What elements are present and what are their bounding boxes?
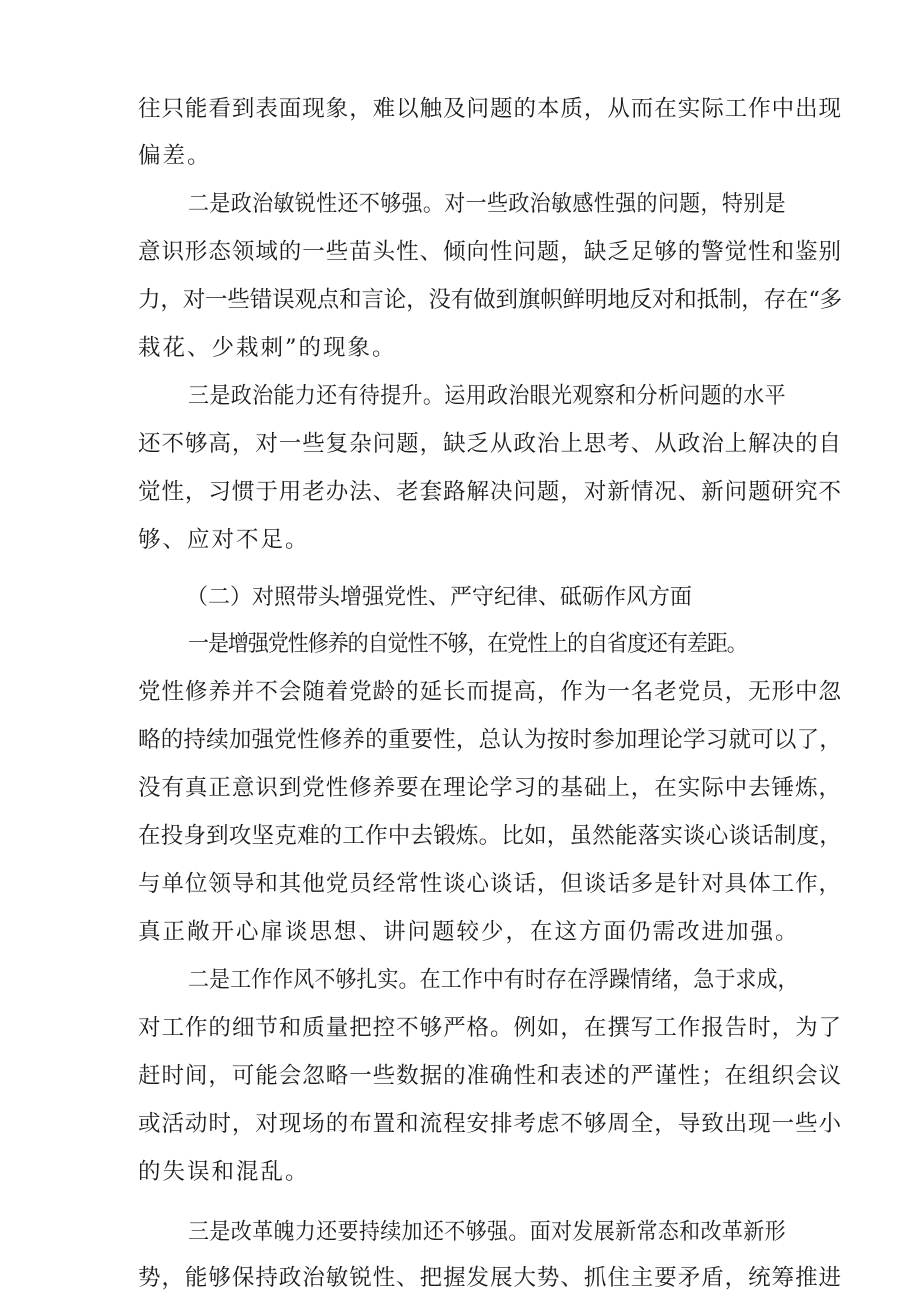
paragraph-line: 还不够高，对一些复杂问题，缺乏从政治上思考、从政治上解决的自 xyxy=(138,431,843,457)
paragraph-line: 党性修养并不会随着党龄的延长而提高，作为一名老党员，无形中忽 xyxy=(138,679,843,705)
paragraph-line: 力，对一些错误观点和言论，没有做到旗帜鲜明地反对和抵制，存在“多 xyxy=(138,287,843,313)
paragraph-line: 够、应对不足。 xyxy=(138,527,310,553)
paragraph-line: 真正敞开心扉谈思想、讲问题较少，在这方面仍需改进加强。 xyxy=(138,919,800,945)
paragraph-line: 栽花、少栽刺”的现象。 xyxy=(138,335,397,361)
section-heading: （二）对照带头增强党性、严守纪律、砥砺作风方面 xyxy=(186,585,693,610)
paragraph-line: 三是政治能力还有待提升。运用政治眼光观察和分析问题的水平 xyxy=(188,383,786,409)
paragraph-line: 三是改革魄力还要持续加还不够强。面对发展新常态和改革新形 xyxy=(188,1219,786,1245)
paragraph-line: 偏差。 xyxy=(138,143,212,169)
paragraph-line: 往只能看到表面现象，难以触及问题的本质，从而在实际工作中出现 xyxy=(138,96,843,122)
paragraph-line: 在投身到攻坚克难的工作中去锻炼。比如，虽然能落实谈心谈话制度， xyxy=(138,823,843,849)
paragraph-line: 势，能够保持政治敏锐性、把握发展大势、抓住主要矛盾，统筹推进 xyxy=(138,1265,843,1291)
paragraph-line: 赶时间，可能会忽略一些数据的准确性和表述的严谨性；在组织会议 xyxy=(138,1063,843,1089)
paragraph-line: 对工作的细节和质量把控不够严格。例如，在撰写工作报告时，为了 xyxy=(138,1015,843,1041)
paragraph-line: 觉性，习惯于用老办法、老套路解决问题，对新情况、新问题研究不 xyxy=(138,479,843,505)
paragraph-line: 略的持续加强党性修养的重要性，总认为按时参加理论学习就可以了， xyxy=(138,727,843,753)
paragraph-line: 没有真正意识到党性修养要在理论学习的基础上，在实际中去锤炼， xyxy=(138,775,843,801)
paragraph-line: 二是工作作风不够扎实。在工作中有时存在浮躁情绪，急于求成， xyxy=(188,967,799,993)
paragraph-line: 一是增强党性修养的自觉性不够，在党性上的自省度还有差距。 xyxy=(188,631,747,657)
paragraph-line: 的失误和混乱。 xyxy=(138,1159,310,1185)
paragraph-line: 与单位领导和其他党员经常性谈心谈话，但谈话多是针对具体工作， xyxy=(138,871,843,897)
paragraph-line: 或活动时，对现场的布置和流程安排考虑不够周全，导致出现一些小 xyxy=(138,1111,843,1137)
paragraph-line: 意识形态领域的一些苗头性、倾向性问题，缺乏足够的警觉性和鉴别 xyxy=(138,239,843,265)
paragraph-line: 二是政治敏锐性还不够强。对一些政治敏感性强的问题，特别是 xyxy=(188,191,786,217)
